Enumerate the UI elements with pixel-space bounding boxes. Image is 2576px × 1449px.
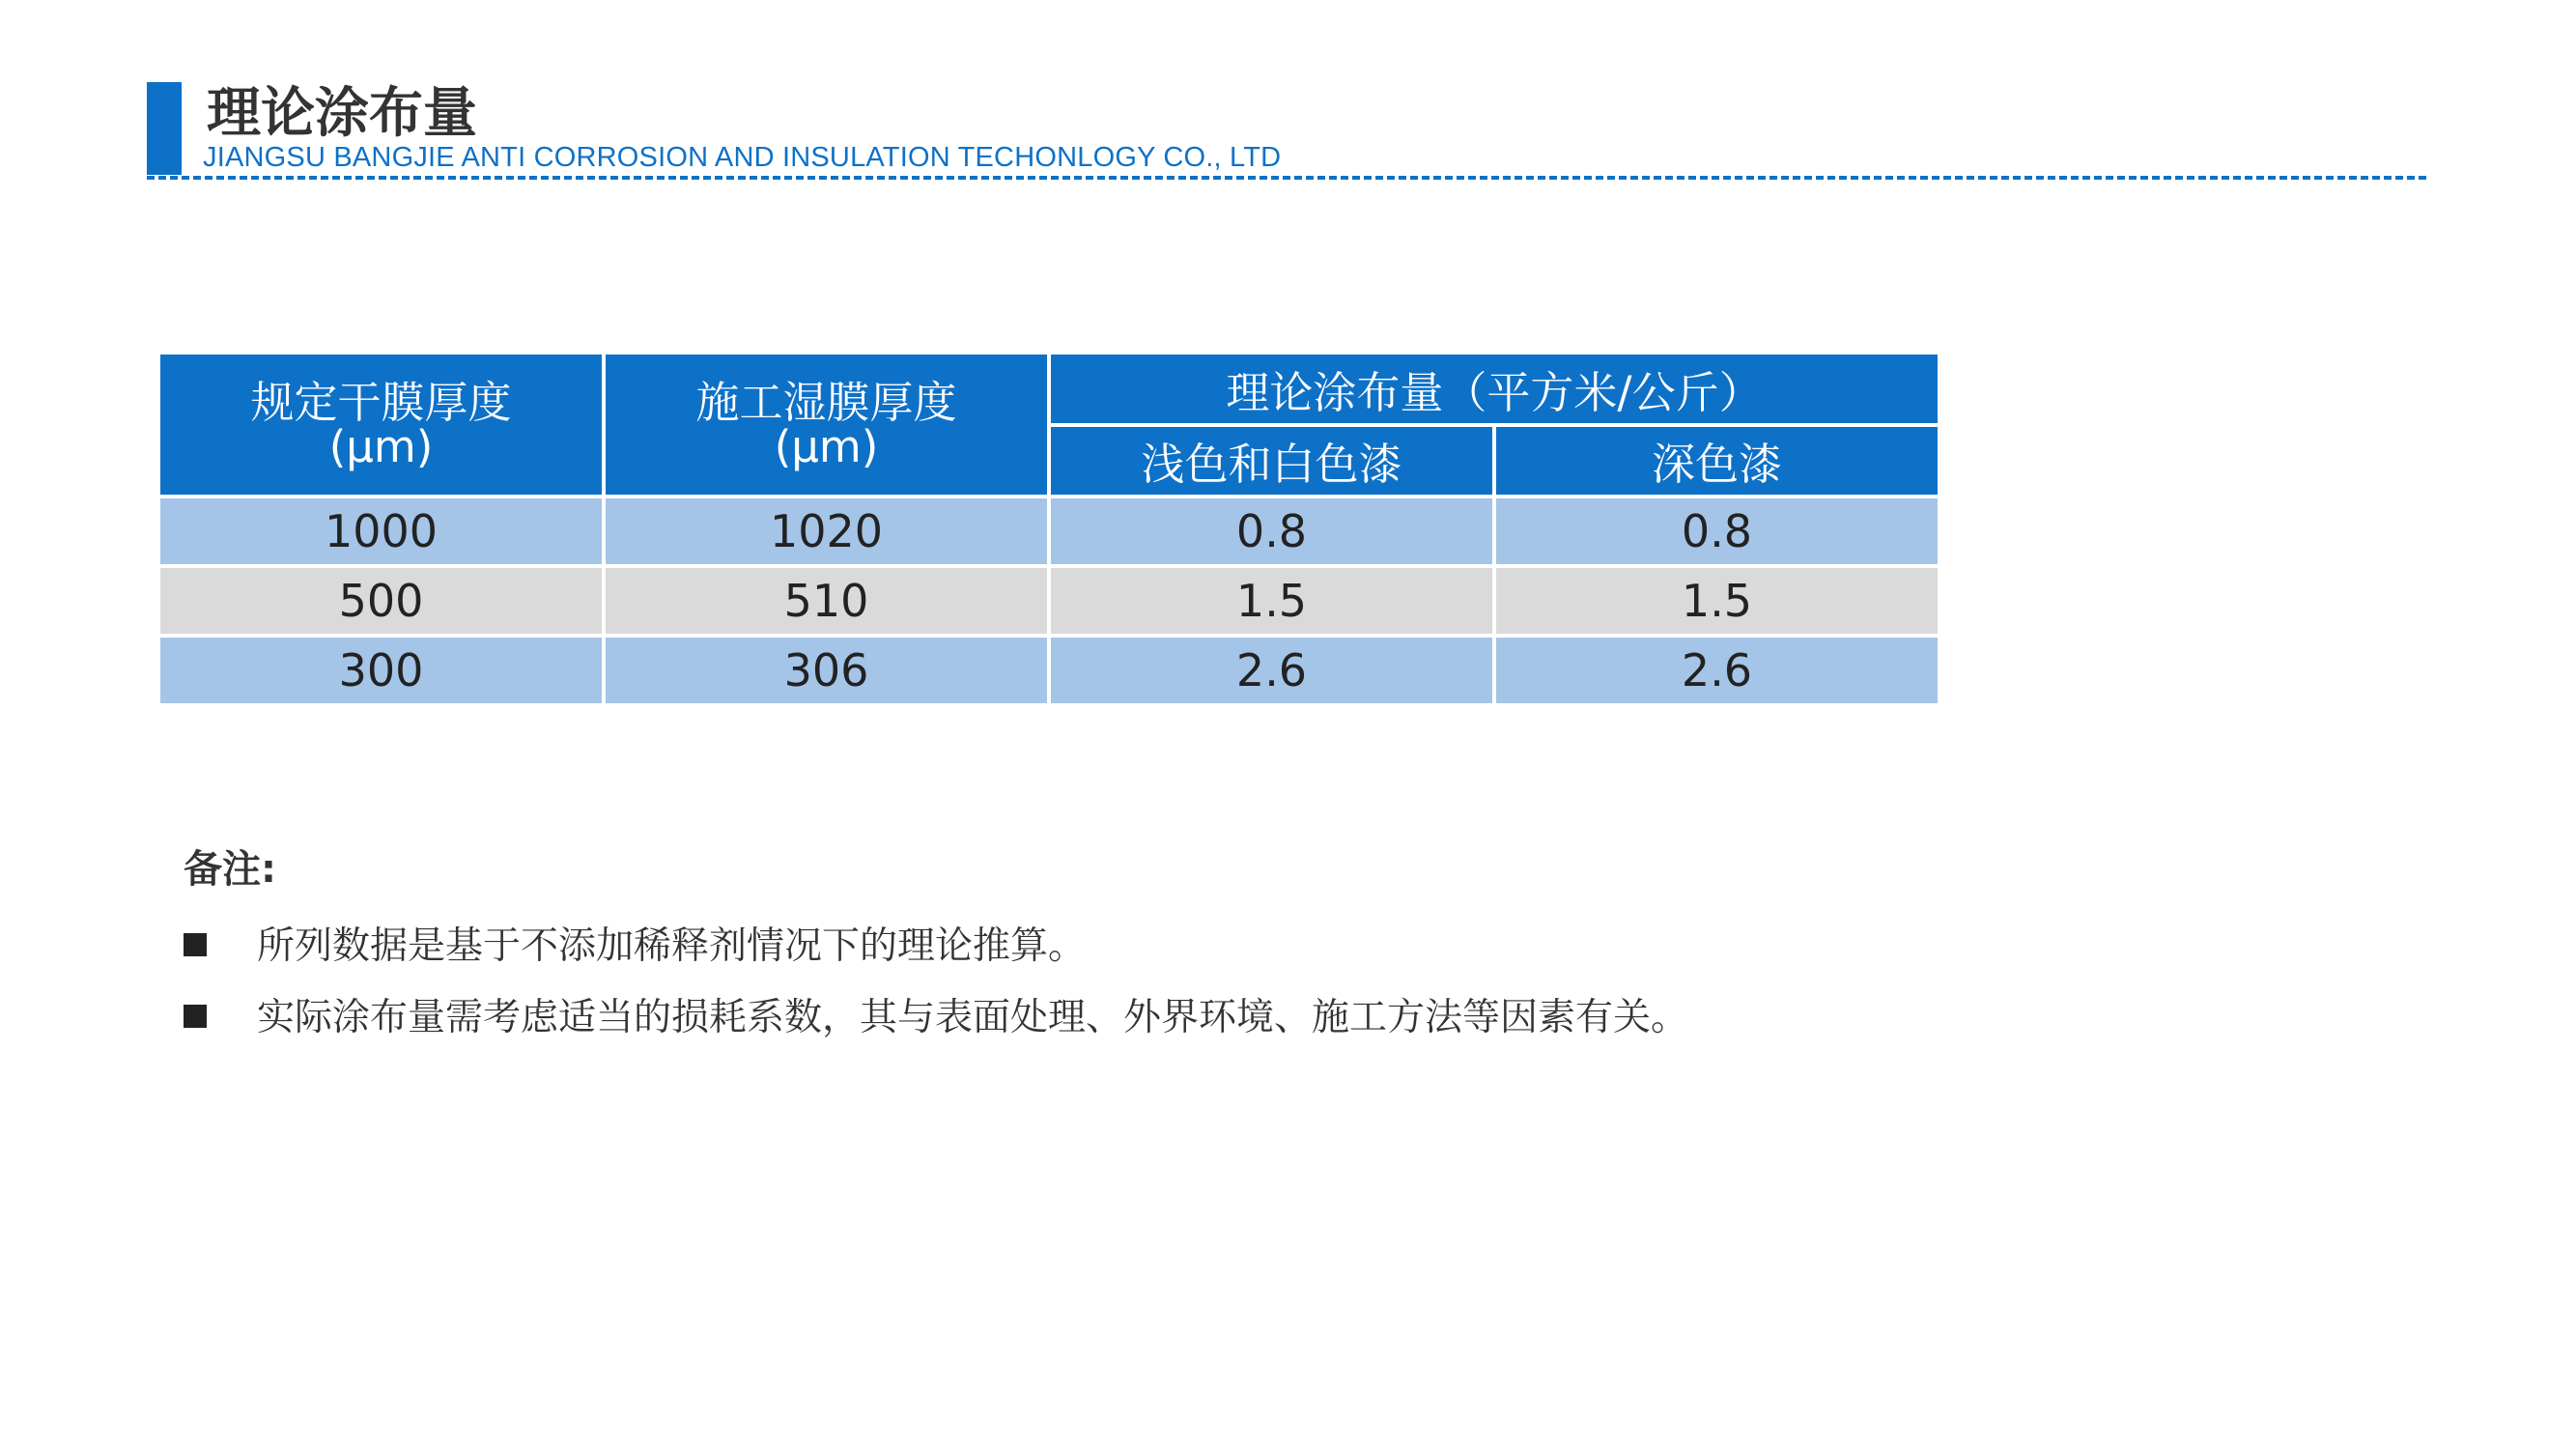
header-wet-film-unit: (µm) xyxy=(774,420,879,472)
table-row xyxy=(158,566,1939,636)
square-bullet-icon xyxy=(184,933,207,956)
title-accent-bar xyxy=(147,82,182,175)
note-item xyxy=(184,918,1086,976)
cell-dark-coverage: 1.5 xyxy=(1494,566,1939,636)
note-text: 实际涂布量需考虑适当的损耗系数，其与表面处理、外界环境、施工方法等因素有关。 xyxy=(257,996,1689,1039)
page-title: 理论涂布量 xyxy=(207,82,477,145)
header-wet-film-thickness xyxy=(604,353,1049,497)
cell-dry-thickness: 500 xyxy=(158,566,604,636)
cell-dry-thickness: 300 xyxy=(158,636,604,705)
table-row xyxy=(158,636,1939,705)
note-item xyxy=(184,989,1688,1047)
header-dry-film-unit: (µm) xyxy=(328,420,434,472)
cell-wet-thickness: 510 xyxy=(604,566,1049,636)
company-name: JIANGSU BANGJIE ANTI CORROSION AND INSULATION TECHONLOGY CO., LTD xyxy=(203,142,1282,173)
cell-light-coverage: 1.5 xyxy=(1049,566,1494,636)
cell-dark-coverage: 2.6 xyxy=(1494,636,1939,705)
cell-wet-thickness: 1020 xyxy=(604,497,1049,566)
cell-dark-coverage: 0.8 xyxy=(1494,497,1939,566)
header-dark-paint: 深色漆 xyxy=(1494,425,1939,497)
header-dry-film-label: 规定干膜厚度 xyxy=(250,376,512,428)
header-wet-film-label: 施工湿膜厚度 xyxy=(695,376,957,428)
cell-wet-thickness: 306 xyxy=(604,636,1049,705)
cell-light-coverage: 0.8 xyxy=(1049,497,1494,566)
cell-light-coverage: 2.6 xyxy=(1049,636,1494,705)
square-bullet-icon xyxy=(184,1005,207,1028)
note-text: 所列数据是基于不添加稀释剂情况下的理论推算。 xyxy=(257,924,1087,968)
notes-title: 备注: xyxy=(184,847,276,892)
header-theoretical-coverage: 理论涂布量（平方米/公斤） xyxy=(1049,353,1939,425)
table-row xyxy=(158,497,1939,566)
coverage-table xyxy=(156,351,1941,707)
header-divider xyxy=(147,176,2426,180)
header-light-white-paint: 浅色和白色漆 xyxy=(1049,425,1494,497)
cell-dry-thickness: 1000 xyxy=(158,497,604,566)
header-dry-film-thickness xyxy=(158,353,604,497)
